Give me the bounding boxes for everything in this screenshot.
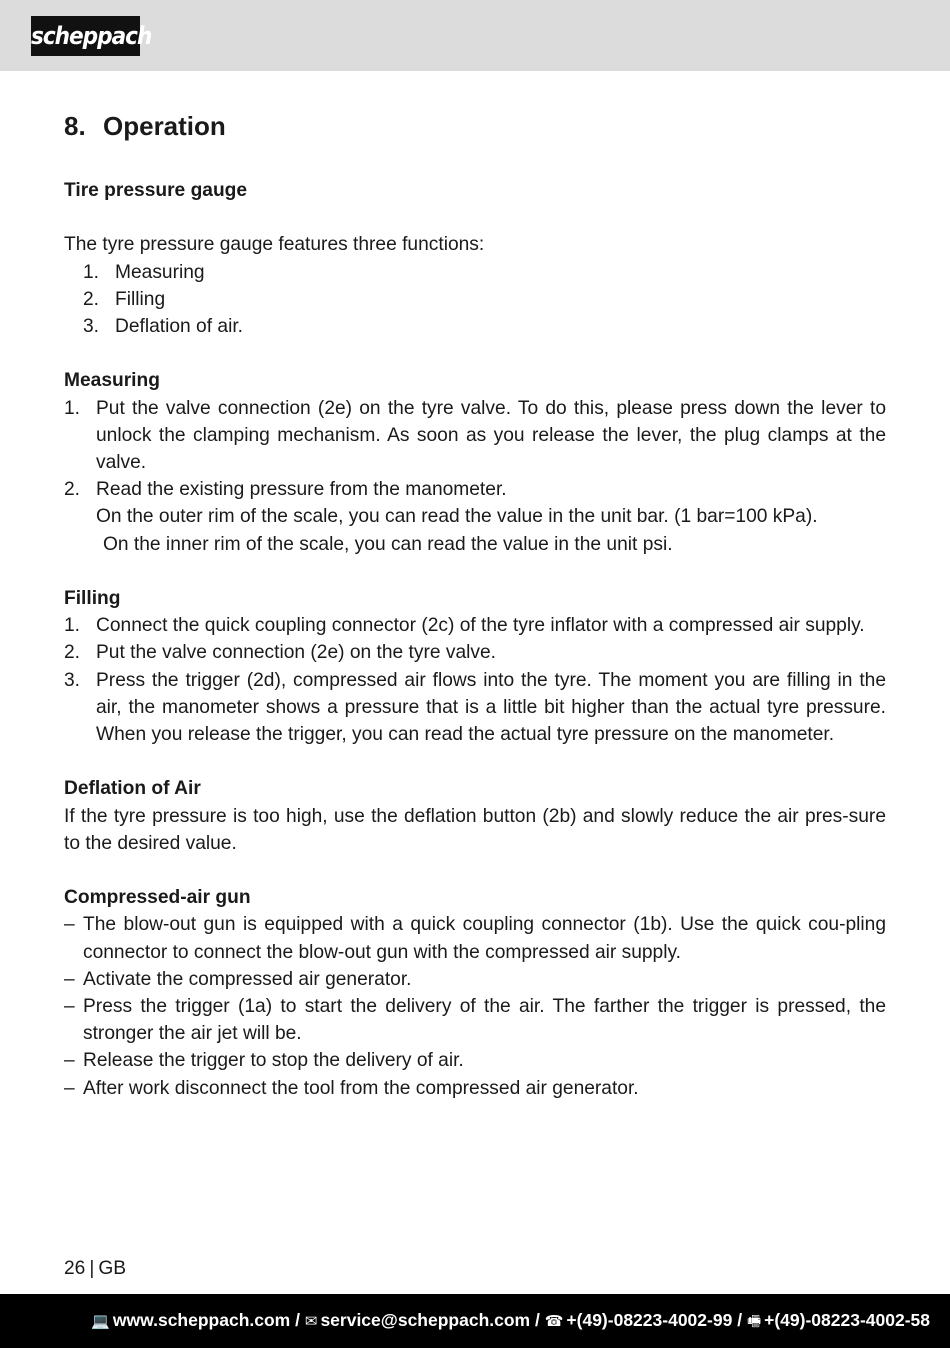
list-item: 2. Filling [83,288,166,310]
list-item: – After work disconnect the tool from the compressed air generator. [64,1077,639,1099]
filling-steps [64,612,886,748]
list-item: – Activate the compressed air generator. [64,968,412,990]
list-item: 3. Deflation of air. [83,316,243,337]
deflation-heading: Deflation of Air [64,778,201,800]
mail-icon: ✉ [304,1313,318,1330]
gun-heading: Compressed-air gun [64,887,251,909]
footer-fax: +(49)-08223-4002-58 [764,1310,930,1330]
list-item: – The blow-out gun is equipped with a quick coupling connector (1b). Use the quick cou-pling connector to connect the blow-out gun with the compressed air supply. [64,914,886,963]
footer-phone: +(49)-08223-4002-99 [566,1310,733,1330]
gun-list [64,911,886,1101]
scheppach-logo: scheppach [31,16,140,56]
measuring-steps [64,395,886,558]
list-item: 2. Read the existing pressure from the manometer. On the outer rim of the scale, you can read the value in the unit bar. (1 bar=100 kPa). On the inner rim of the scale, you can read the value in the unit psi. [64,479,818,555]
fax-icon: 🖷 [746,1313,762,1330]
list-item: 2. Put the valve connection (2e) on the tyre valve. [64,642,496,664]
section-number: 8. [64,111,86,141]
tire-gauge-heading: Tire pressure gauge [64,180,248,201]
functions-list [64,259,886,341]
footer-email[interactable]: service@scheppach.com [320,1310,531,1330]
list-item: – Release the trigger to stop the delivery of air. [64,1050,464,1072]
measuring-heading: Measuring [64,370,160,392]
list-item: 1. Measuring [83,261,205,283]
document-body [64,108,886,1102]
tire-gauge-intro: The tyre pressure gauge features three functions: [64,234,485,256]
page-number: 26 | GB [64,1258,127,1279]
filling-heading: Filling [64,588,121,609]
phone-icon: ☎ [544,1313,564,1330]
page-footer [0,1294,950,1348]
list-item: 3. Press the trigger (2d), compressed air flows into the tyre. The moment you are filling in the air, the manometer shows a pressure that is a little bit higher than the actual tyre pressure. When you release the trigger, you can read the actual tyre pressure on the manometer. [64,669,886,746]
deflation-text: If the tyre pressure is too high, use the deflation button (2b) and slowly reduce the air pres-sure to the desired value. [64,805,886,854]
list-item: 1. Connect the quick coupling connector (2c) of the tyre inflator with a compressed air supply. [64,615,865,637]
footer-contacts: 💻 www.scheppach.com / ✉ service@scheppach.com / ☎ +(49)-08223-4002-99 / 🖷 +(49)-08223-4002-58 [91,1308,930,1334]
list-item: 1. Put the valve connection (2e) on the tyre valve. To do this, please press down the lever to unlock the clamping mechanism. As soon as you release the lever, the plug clamps at the valve. [64,397,886,473]
computer-icon: 💻 [91,1313,110,1330]
footer-website[interactable]: www.scheppach.com [112,1310,291,1330]
list-item: – Press the trigger (1a) to start the delivery of the air. The farther the trigger is pressed, the stronger the air jet will be. [64,996,886,1045]
section-title [64,108,886,144]
page-header [0,0,950,71]
section-title-text: Operation [103,111,226,141]
